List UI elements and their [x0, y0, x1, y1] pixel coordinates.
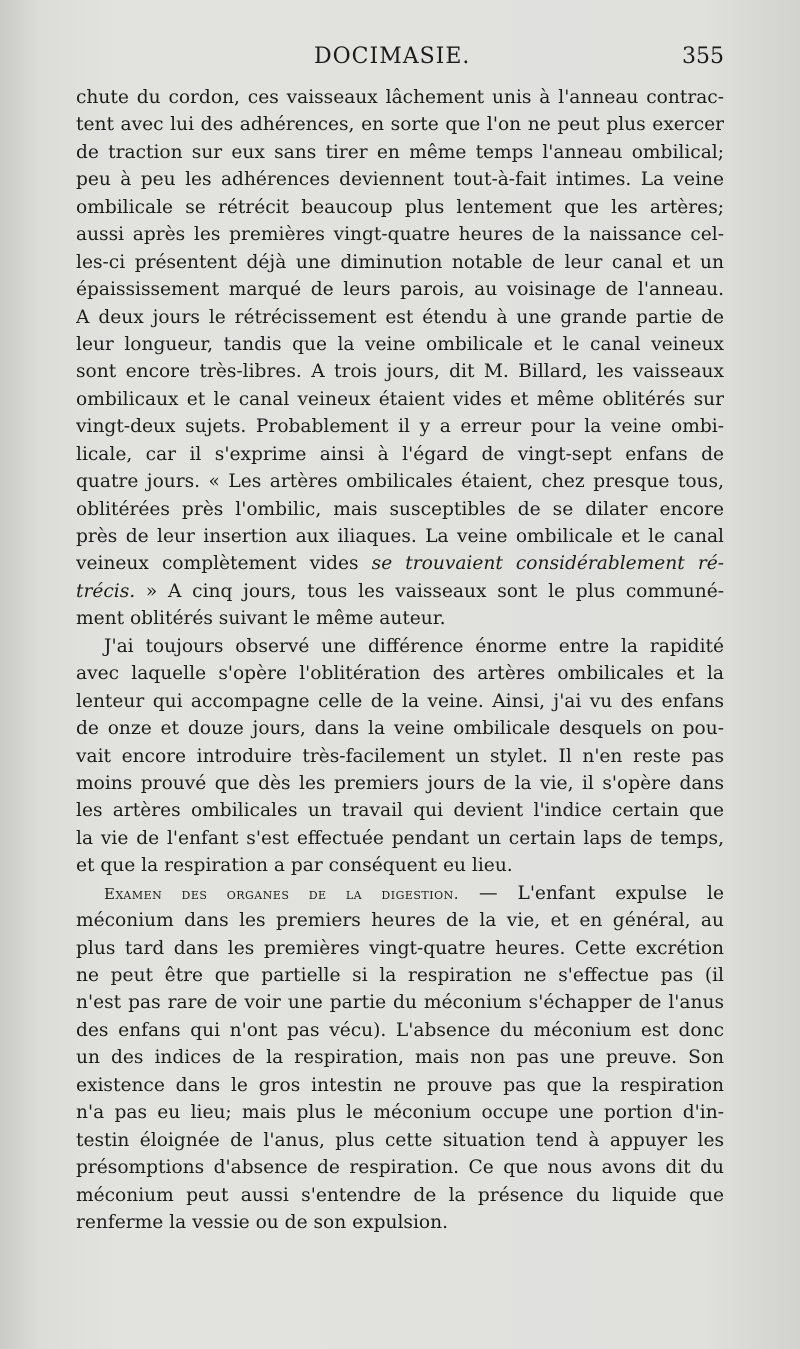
text-line: existence dans le gros intestin ne prouve pas que la respiration [76, 1074, 724, 1096]
text-line: présomptions d'absence de respiration. Ce que nous avons dit du [76, 1157, 724, 1179]
text-line: renferme la vessie ou de son expulsion. [76, 1211, 448, 1233]
text-run: » A cinq jours, tous les vaisseaux sont le plus communé- [135, 580, 724, 602]
italic-phrase: trécis. [76, 580, 136, 602]
text-line: lenteur qui accompagne celle de la veine. Ainsi, j'ai vu des enfans [76, 690, 724, 712]
text-line: J'ai toujours observé une différence énorme entre la rapidité [104, 635, 724, 657]
text-run: — L'enfant expulse le [459, 882, 724, 904]
text-line: près de leur insertion aux iliaques. La veine ombilicale et le canal [76, 526, 724, 547]
text-line: un des indices de la respiration, mais non pas une preuve. Son [76, 1047, 724, 1069]
text-line: vingt-deux sujets. Probablement il y a erreur pour la veine ombi- [76, 416, 724, 438]
text-line: quatre jours. « Les artères ombilicales étaient, chez presque tous, [76, 471, 724, 493]
text-line: avec laquelle s'opère l'oblitération des artères ombilicales et la [76, 663, 724, 685]
body-text [76, 84, 724, 1236]
text-line-with-italic [76, 550, 724, 577]
text-line: la vie de l'enfant s'est effectuée pendant un certain laps de temps, [76, 827, 724, 849]
running-title: DOCIMASIE. [314, 44, 471, 69]
text-line: A deux jours le rétrécissement est étendu à une grande partie de [76, 306, 724, 328]
text-line: ment oblitérés suivant le même auteur. [76, 608, 446, 630]
italic-phrase: se trouvaient considérablement ré- [371, 553, 724, 575]
text-line: ombilicale se rétrécit beaucoup plus lentement que les artères; [76, 196, 724, 218]
text-line: épaississement marqué de leurs parois, au voisinage de l'anneau. [76, 279, 724, 301]
text-line: licale, car il s'exprime ainsi à l'égard de vingt-sept enfans de [76, 443, 724, 465]
paragraph-1 [76, 84, 724, 633]
page-header [76, 44, 724, 78]
section-heading: Examen des organes de la digestion. [104, 884, 460, 903]
text-line: plus tard dans les premières vingt-quatre heures. Cette excrétion [76, 937, 724, 959]
text-line: leur longueur, tandis que la veine ombilicale et le canal veineux [76, 333, 724, 355]
text-run: veineux complètement vides [76, 553, 359, 575]
text-line: de onze et douze jours, dans la veine ombilicale desquels on pou- [76, 718, 724, 740]
text-line: méconium dans les premiers heures de la vie, et en général, au [76, 910, 724, 932]
text-line: tent avec lui des adhérences, en sorte que l'on ne peut plus exercer [76, 114, 724, 136]
text-line: aussi après les premières vingt-quatre heures de la naissance cel- [76, 224, 724, 246]
text-line: et que la respiration a par conséquent eu lieu. [76, 855, 513, 877]
text-line: testin éloignée de l'anus, plus cette situation tend à appuyer les [76, 1129, 724, 1151]
text-line: oblitérées près l'ombilic, mais susceptibles de se dilater encore [76, 498, 724, 520]
section-heading-line [76, 880, 724, 907]
text-line: ombilicaux et le canal veineux étaient vides et même oblitérés sur [76, 388, 724, 410]
paragraph-2 [76, 633, 724, 880]
text-line: ne peut être que partielle si la respiration ne s'effectue pas (il [76, 965, 724, 986]
page-number: 355 [682, 44, 724, 69]
text-line: les artères ombilicales un travail qui devient l'indice certain que [76, 800, 724, 822]
text-line: chute du cordon, ces vaisseaux lâchement unis à l'anneau contrac- [76, 87, 724, 108]
text-line: de traction sur eux sans tirer en même temps l'anneau ombilical; [76, 141, 724, 163]
text-line: n'est pas rare de voir une partie du méconium s'échapper de l'anus [76, 992, 724, 1014]
text-line: peu à peu les adhérences deviennent tout-à-fait intimes. La veine [76, 169, 724, 191]
text-line: vait encore introduire très-facilement un stylet. Il n'en reste pas [76, 745, 724, 767]
text-line: les-ci présentent déjà une diminution notable de leur canal et un [76, 251, 724, 273]
text-line: méconium peut aussi s'entendre de la présence du liquide que [76, 1184, 724, 1206]
paragraph-3 [76, 880, 724, 1237]
text-line: des enfans qui n'ont pas vécu). L'absence du méconium est donc [76, 1019, 724, 1041]
text-line: sont encore très-libres. A trois jours, dit M. Billard, les vaisseaux [76, 361, 724, 383]
text-line: n'a pas eu lieu; mais plus le méconium occupe une portion d'in- [76, 1102, 724, 1124]
text-line-with-italic [76, 578, 724, 605]
text-line: moins prouvé que dès les premiers jours de la vie, il s'opère dans [76, 772, 724, 794]
